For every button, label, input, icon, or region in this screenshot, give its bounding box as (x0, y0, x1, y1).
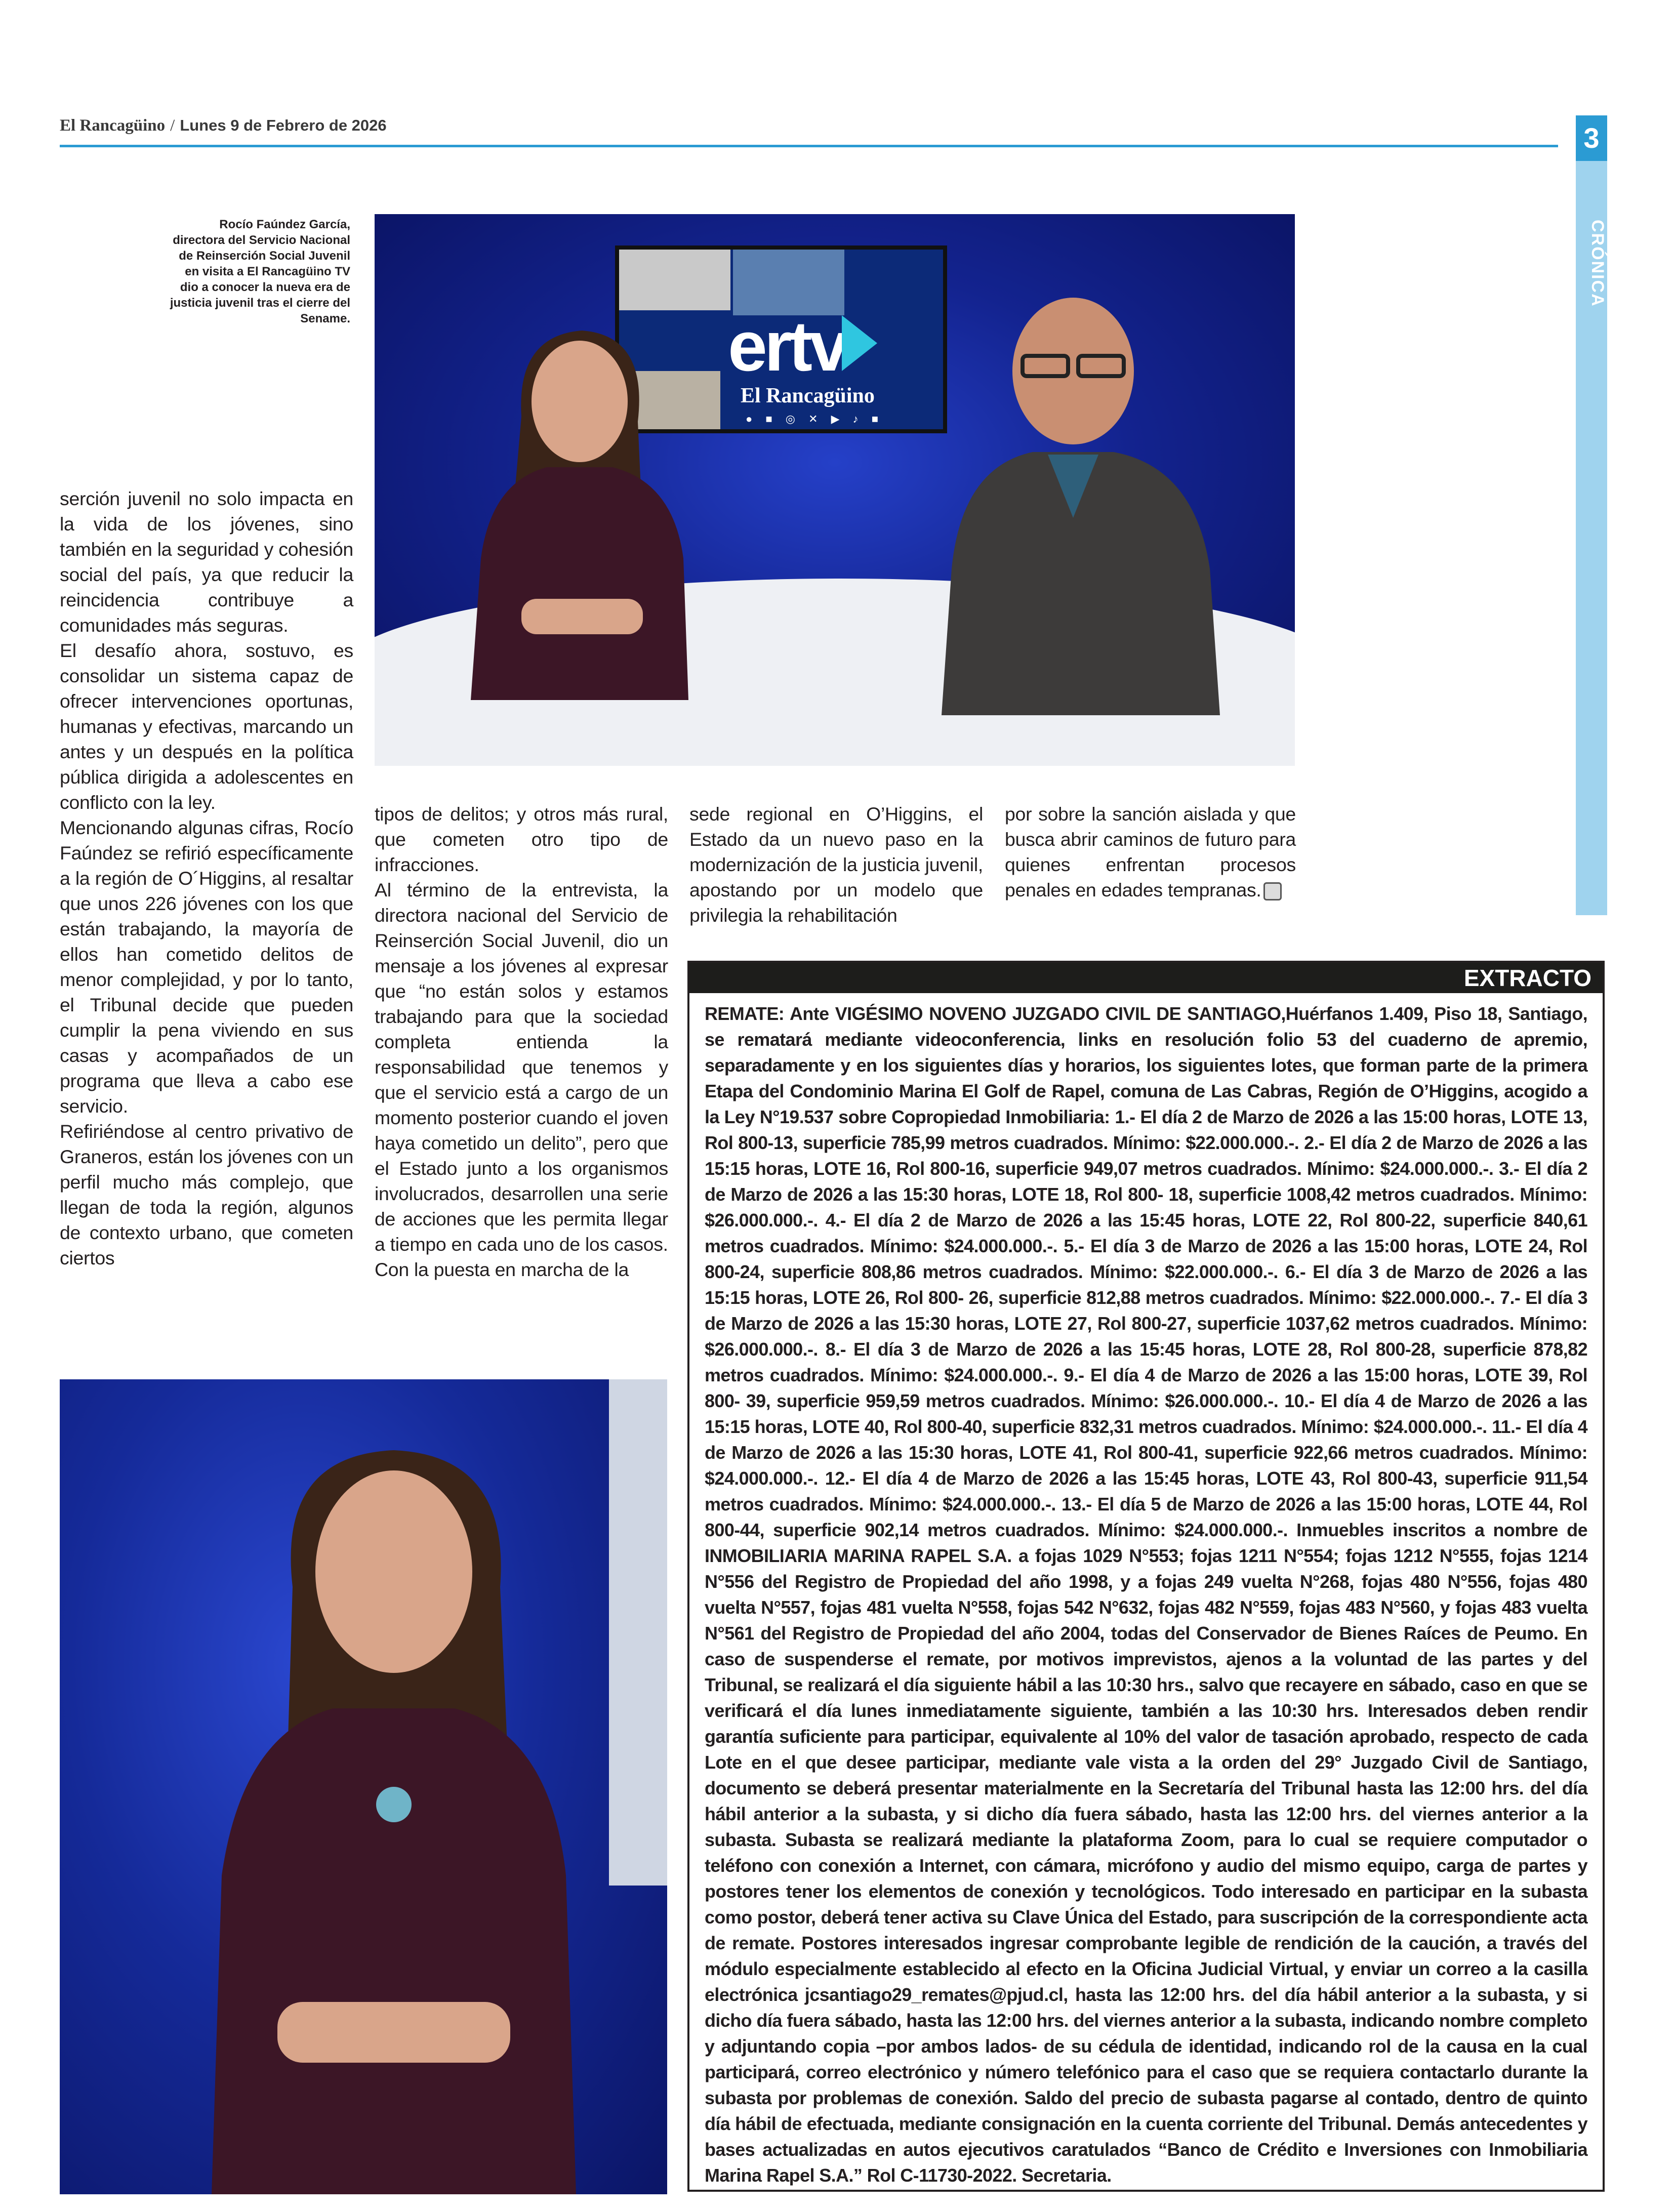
article-paragraph: Mencionando algunas cifras, Rocío Faúndez se refirió específicamente a la región de O´Higgins, al resaltar que unos 226 jóvenes con los que están trabajando, la mayoría de ellos han cometido delitos de menor complejidad, y por lo tanto, el Tribunal decide que pueden cumplir la pena viviendo en sus casas y acompañados de un programa que lleva a cabo ese servicio. (60, 817, 353, 1117)
photo-caption: Rocío Faúndez García, directora del Servicio Nacional de Reinserción Social Juvenil en visita a El Rancagüino TV dio a conocer la nueva era de justicia juvenil tras el cierre del Sename. (170, 218, 350, 325)
article-paragraph-text: por sobre la sanción aislada y que busca abrir caminos de futuro para quienes enfrentan procesos penales en edades tempranas. (1005, 803, 1296, 900)
article-paragraph: serción juvenil no solo impacta en la vida de los jóvenes, sino también en la seguridad y cohesión social del país, ya que reducir la reincidencia contribuye a comunidades más seguras. (60, 488, 353, 636)
header-rule (60, 145, 1558, 147)
woman-figure (461, 315, 699, 700)
article-paragraph: tipos de delitos; y otros más rural, que cometen otro tipo de infracciones. (375, 803, 668, 875)
article-paragraph: Refiriéndose al centro privativo de Graneros, están los jóvenes con un perfil mucho más complejo, que llegan de toda la región, algunos de contexto urbano, que cometen ciertos (60, 1121, 353, 1268)
article-column-2 (375, 801, 668, 1282)
legal-notice-box (687, 961, 1605, 2192)
article-paragraph (1005, 801, 1296, 903)
woman-portrait-figure (201, 1420, 586, 2194)
legal-notice-title: EXTRACTO (689, 963, 1603, 993)
article-paragraph: El desafío ahora, sostuvo, es consolidar un sistema capaz de ofrecer intervenciones oportunas, humanas y efectivas, marcando un antes y un después en la política pública dirigida a adolescentes en conflicto con la ley. (60, 640, 353, 813)
section-label: CRÓNICA (1588, 219, 1607, 307)
article-column-3 (689, 801, 983, 928)
article-column-4 (1005, 801, 1296, 903)
screen-brand: El Rancagüino (741, 384, 875, 407)
man-figure (921, 285, 1235, 715)
article-paragraph: sede regional en O’Higgins, el Estado da un nuevo paso en la modernización de la justicia juvenil, apostando por un modelo que privilegia la rehabilitación (689, 803, 983, 926)
interview-photo (375, 214, 1295, 766)
play-arrow-icon (842, 315, 877, 371)
legal-notice-body: REMATE: Ante VIGÉSIMO NOVENO JUZGADO CIVIL DE SANTIAGO,Huérfanos 1.409, Piso 18, Santiago, se rematará mediante videoconferencia, links en resolución folio 53 del cuaderno de apremio, separadamente y en los siguientes días y horarios, los siguientes lotes, que forman parte de la primera Etapa del Condominio Marina El Golf de Rapel, comuna de Las Cabras, Región de O’Higgins, acogido a la Ley N°19.537 sobre Copropiedad Inmobiliaria: 1.- El día 2 de Marzo de 2026 a las 15:00 horas, LOTE 13, Rol 800-13, superficie 785,99 metros cuadrados. Mínimo: $22.000.000.-. 2.- El día 2 de Marzo de 2026 a las 15:15 horas, LOTE 16, Rol 800-16, superficie 949,07 metros cuadrados. Mínimo: $24.000.000.-. 3.- El día 2 de Marzo de 2026 a las 15:30 horas, LOTE 18, Rol 800- 18, superficie 1008,42 metros cuadrados. Mínimo: $26.000.000.-. 4.- El día 2 de Marzo de 2026 a las 15:45 horas, LOTE 22, Rol 800-22, superficie 840,61 metros cuadrados. Mínimo: $24.000.000.-. 5.- El día 3 de Marzo de 2026 a las 15:00 horas, LOTE 24, Rol 800-24, superficie 808,86 metros cuadrados. Mínimo: $22.000.000.-. 6.- El día 3 de Marzo de 2026 a las 15:15 horas, LOTE 26, Rol 800- 26, superficie 812,88 metros cuadrados. Mínimo: $22.000.000.-. 7.- El día 3 de Marzo de 2026 a las 15:30 horas, LOTE 27, Rol 800-27, superficie 1037,62 metros cuadrados. Mínimo: $26.000.000.-. 8.- El día 3 de Marzo de 2026 a las 15:45 horas, LOTE 28, Rol 800-28, superficie 878,82 metros cuadrados. Mínimo: $24.000.000.-. 9.- El día 4 de Marzo de 2026 a las 15:00 horas, LOTE 39, Rol 800- 39, superficie 959,59 metros cuadrados. Mínimo: $26.000.000.-. 10.- El día 4 de Marzo de 2026 a las 15:15 horas, LOTE 40, Rol 800-40, superficie 832,31 metros cuadrados. Mínimo: $24.000.000.-. 11.- El día 4 de Marzo de 2026 a las 15:30 horas, LOTE 41, Rol 800-41, superficie 922,66 metros cuadrados. Mínimo: $24.000.000.-. 12.- El día 4 de Marzo de 2026 a las 15:45 horas, LOTE 43, Rol 800-43, superficie 911,54 metros cuadrados. Mínimo: $24.000.000.-. 13.- El día 5 de Marzo de 2026 a las 15:00 horas, LOTE 44, Rol 800-44, superficie 902,14 metros cuadrados. Mínimo: $24.000.000.-. Inmuebles inscritos a nombre de INMOBILIARIA MARINA RAPEL S.A. a fojas 1029 N°553; fojas 1211 N°554; fojas 1212 N°555, fojas 1214 N°556 del Registro de Propiedad del año 1998, y a fojas 249 vuelta N°268, fojas 480 N°556, fojas 480 vuelta N°557, fojas 481 vuelta N°558, fojas 542 N°632, fojas 482 N°559, fojas 483 N°560, y fojas 483 vuelta N°561 del Registro de Propiedad del año 2004, todas del Conservador de Bienes Raíces de Peumo. En caso de suspenderse el remate, por motivos imprevistos, ajenos a la voluntad de las partes y del Tribunal, se realizará el día siguiente hábil a las 10:30 hrs., salvo que recayere en sábado, caso en que se verificará el día lunes inmediatamente siguiente, también a las 10:30 hrs. Interesados deben rendir garantía suficiente para participar, equivalente al 10% del valor de tasación aprobado, respecto de cada Lote en el que desee participar, mediante vale vista a la orden del 29° Juzgado Civil de Santiago, documento se deberá presentar materialmente en la Secretaría del Tribunal hasta las 12:00 hrs. del día hábil anterior a la subasta, y si dicho día fuera sábado, hasta las 12:00 hrs. del viernes anterior a la subasta. Subasta se realizará mediante la plataforma Zoom, para lo cual se requiere computador o teléfono con conexión a Internet, con cámara, micrófono y audio del mismo equipo, carga de partes y postores tener los elementos de conexión y tecnológicos. Todo interesado en participar en la subasta como postor, deberá tener activa su Clave Única del Estado, para suscripción de la correspondiente acta de remate. Postores interesados ingresar comprobante legible de rendición de la caución, a través del módulo especialmente establecido al efecto en la Oficina Judicial Virtual, y enviar un correo a la casilla electrónica jcsantiago29_remates@pjud.cl, hasta las 12:00 hrs. del día hábil anterior a la subasta, y si dicho día fuera sábado, hasta las 12:00 hrs. del viernes anterior a la subasta, indicando nombre completo y adjuntando copia –por ambos lados- de su cédula de identidad, indicando rol de la causa en la cual participará, correo electrónico y número telefónico para el caso que se requiera contactarlo durante la subasta por problemas de conexión. Saldo del precio de subasta pagarse al contado, dentro de quinto día hábil de efectuada, mediante consignación en la cuenta corriente del Tribunal. Demás antecedentes y bases actualizadas en autos ejecutivos caratulados “Banco de Crédito e Inversiones con Inmobiliaria Marina Rapel S.A.” Rol C-11730-2022. Secretaria. (705, 1003, 1587, 2186)
article-paragraph: Con la puesta en marcha de la (375, 1259, 629, 1280)
background-screen (609, 1379, 667, 1886)
ertv-logo: ertv (728, 306, 846, 386)
end-of-article-icon (1263, 882, 1282, 900)
article-column-1 (60, 486, 353, 1271)
social-icons: ● ■ ◎ ✕ ▶ ♪ ■ (746, 413, 884, 425)
page-header (60, 115, 387, 135)
portrait-photo (60, 1379, 667, 2194)
publication-date: Lunes 9 de Febrero de 2026 (180, 116, 387, 134)
header-separator: / (170, 116, 175, 135)
article-paragraph: Al término de la entrevista, la directora nacional del Servicio de Reinserción Social Juvenil, dio un mensaje a los jóvenes al expresar que “no están solos y estamos trabajando para que la sociedad completa entienda la responsabilidad que tenemos y que el servicio está a cargo de un momento posterior cuando el joven haya cometido un delito”, pero que el Estado junto a los organismos involucrados, desarrollen una serie de acciones que les permita llegar a tiempo en cada uno de los casos. (375, 879, 668, 1255)
publication-name: El Rancagüino (60, 116, 166, 135)
newspaper-thumbnail (619, 250, 730, 310)
page-number: 3 (1576, 115, 1607, 161)
